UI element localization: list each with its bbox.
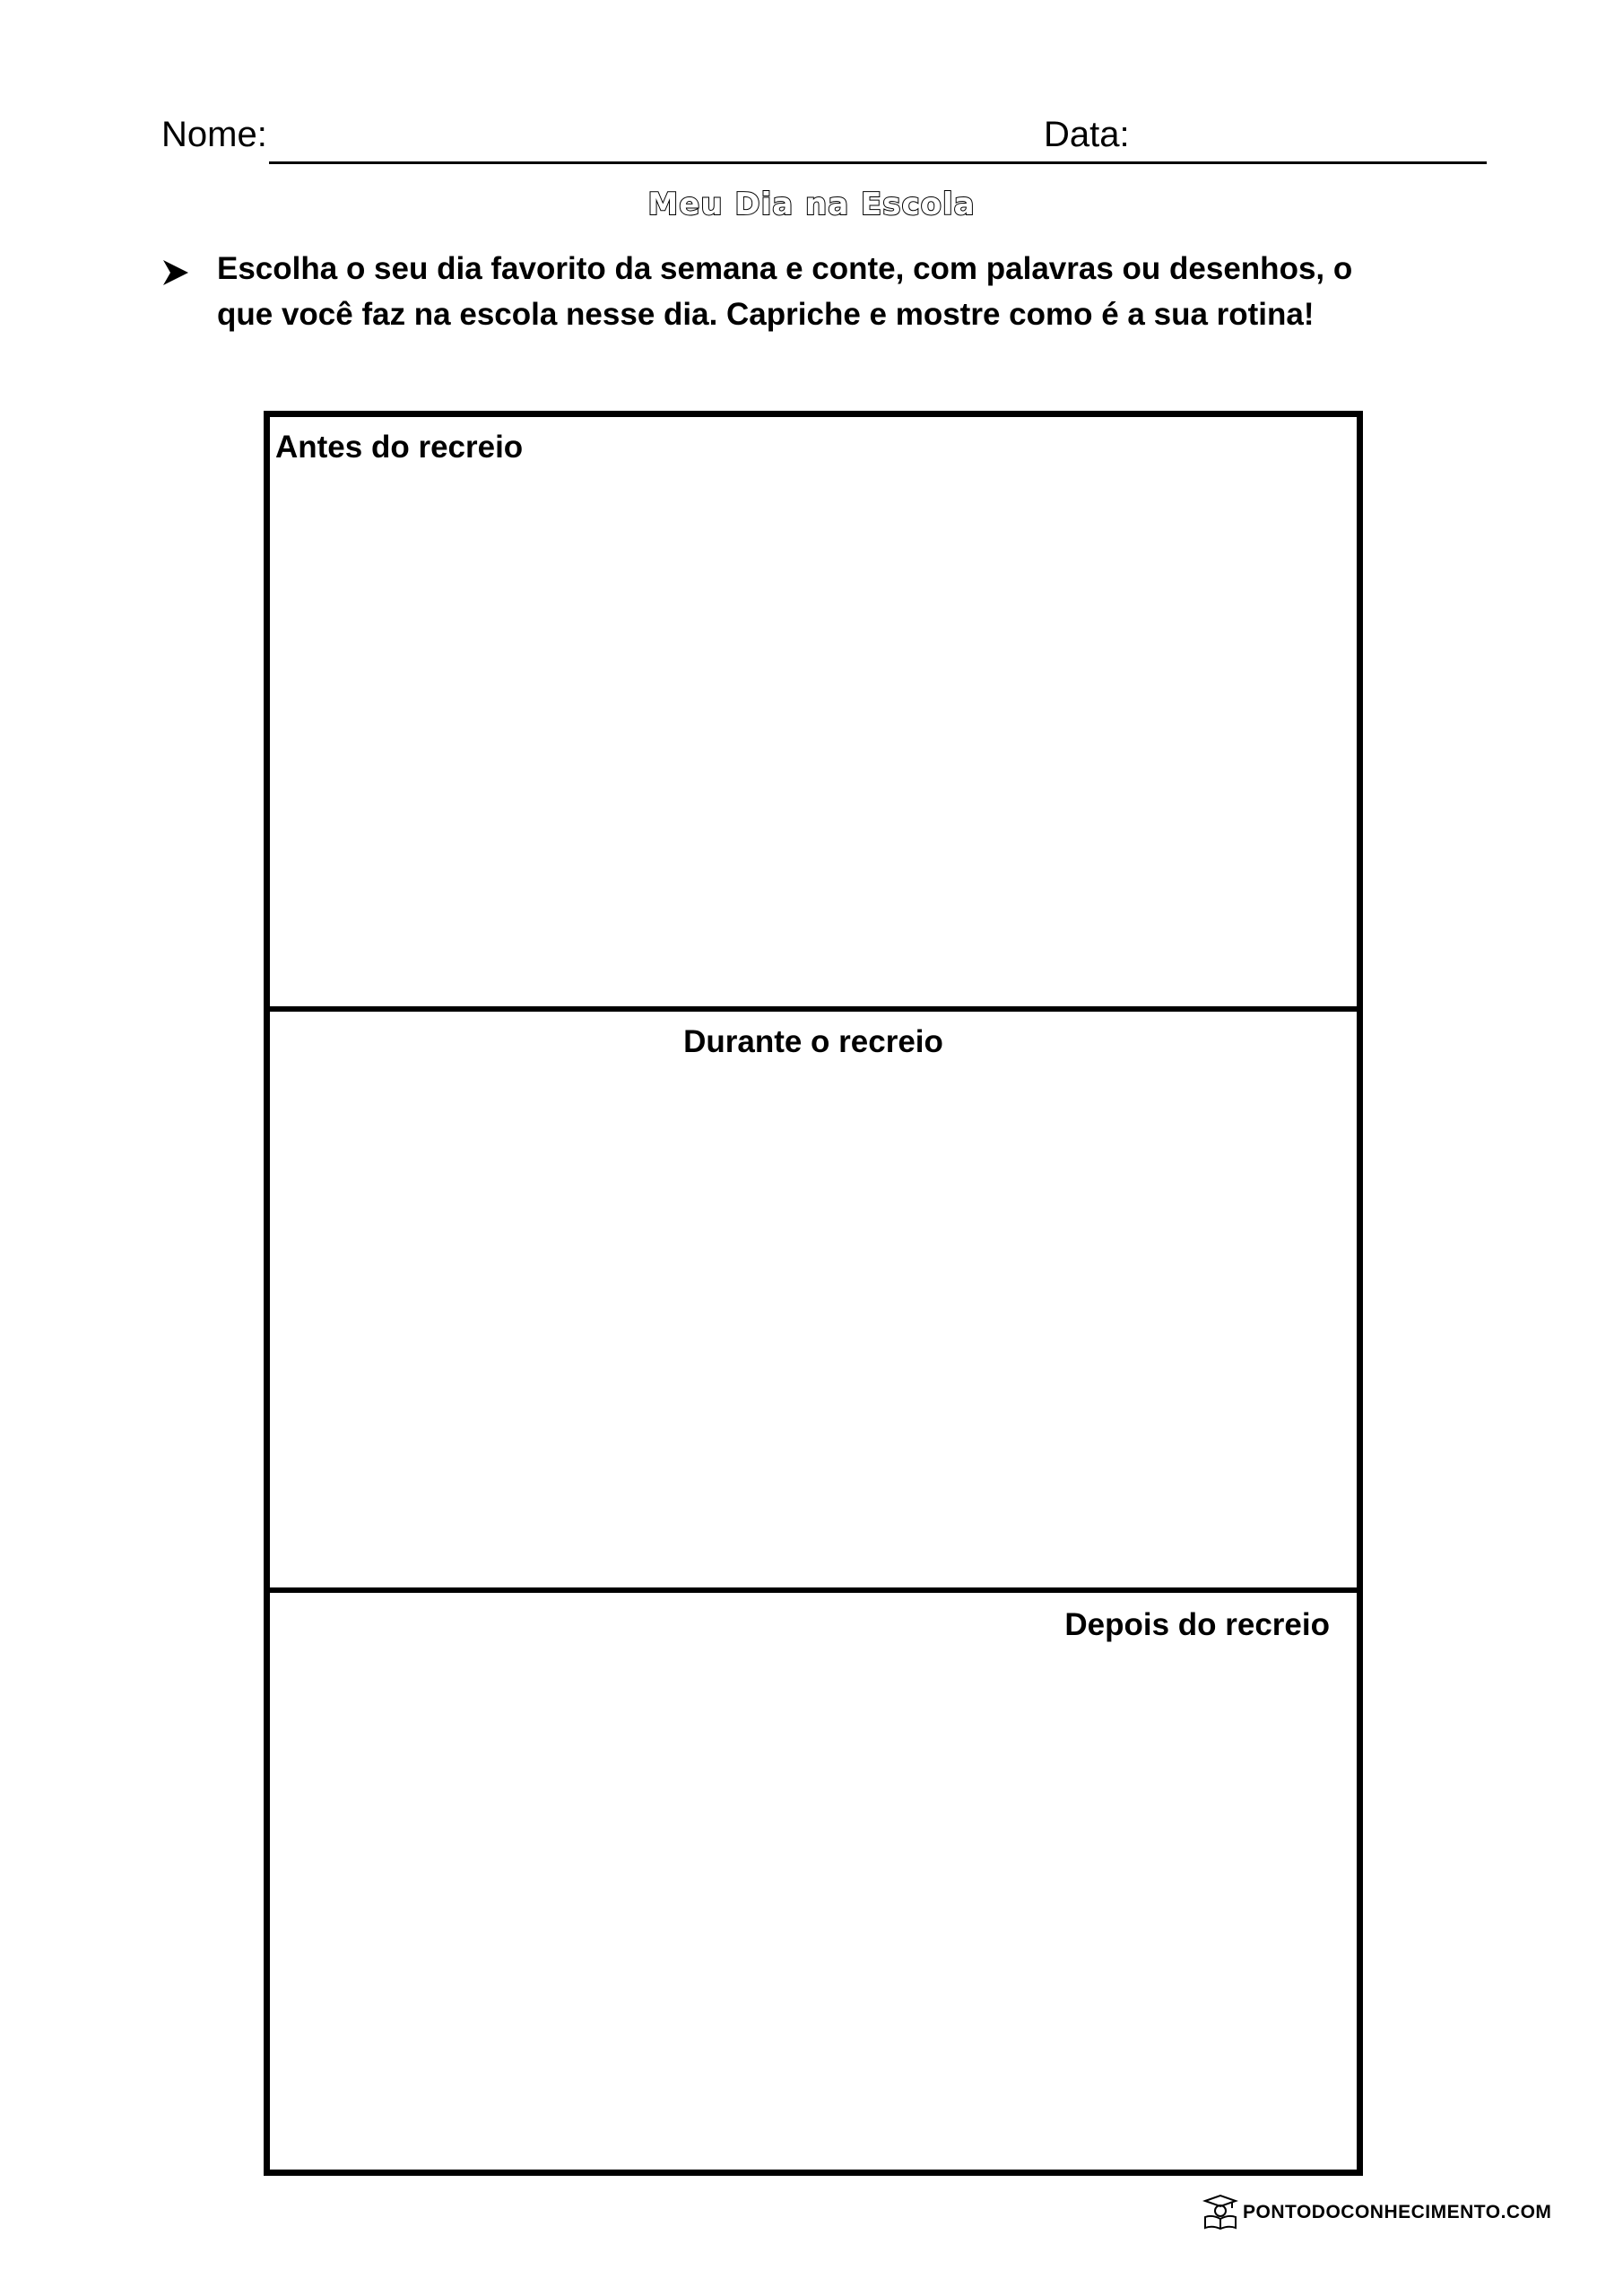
graduation-book-icon: [1202, 2193, 1239, 2231]
name-date-line[interactable]: [269, 161, 1487, 164]
section-label: Durante o recreio: [683, 1024, 943, 1059]
instruction-text: Escolha o seu dia favorito da semana e conte, com palavras ou desenhos, o que você faz na escola nesse dia. Capriche e mostre como é a sua rotina!: [217, 251, 1353, 332]
footer-brand: [1202, 2193, 1560, 2232]
section-during-recess[interactable]: [270, 1006, 1357, 1587]
section-before-recess[interactable]: [270, 417, 1357, 1006]
footer-text: PONTODOCONHECIMENTO.COM: [1243, 2202, 1552, 2222]
arrowhead-bullet-icon: [161, 258, 190, 287]
section-after-recess[interactable]: [270, 1587, 1357, 2170]
page-title: Meu Dia na Escola: [647, 187, 976, 222]
section-label: Depois do recreio: [1064, 1607, 1330, 1642]
name-label: Nome:: [161, 115, 267, 154]
activity-frame: [264, 411, 1363, 2176]
date-label: Data:: [1044, 115, 1130, 154]
section-label: Antes do recreio: [275, 430, 524, 465]
header-fields: [161, 113, 1487, 167]
